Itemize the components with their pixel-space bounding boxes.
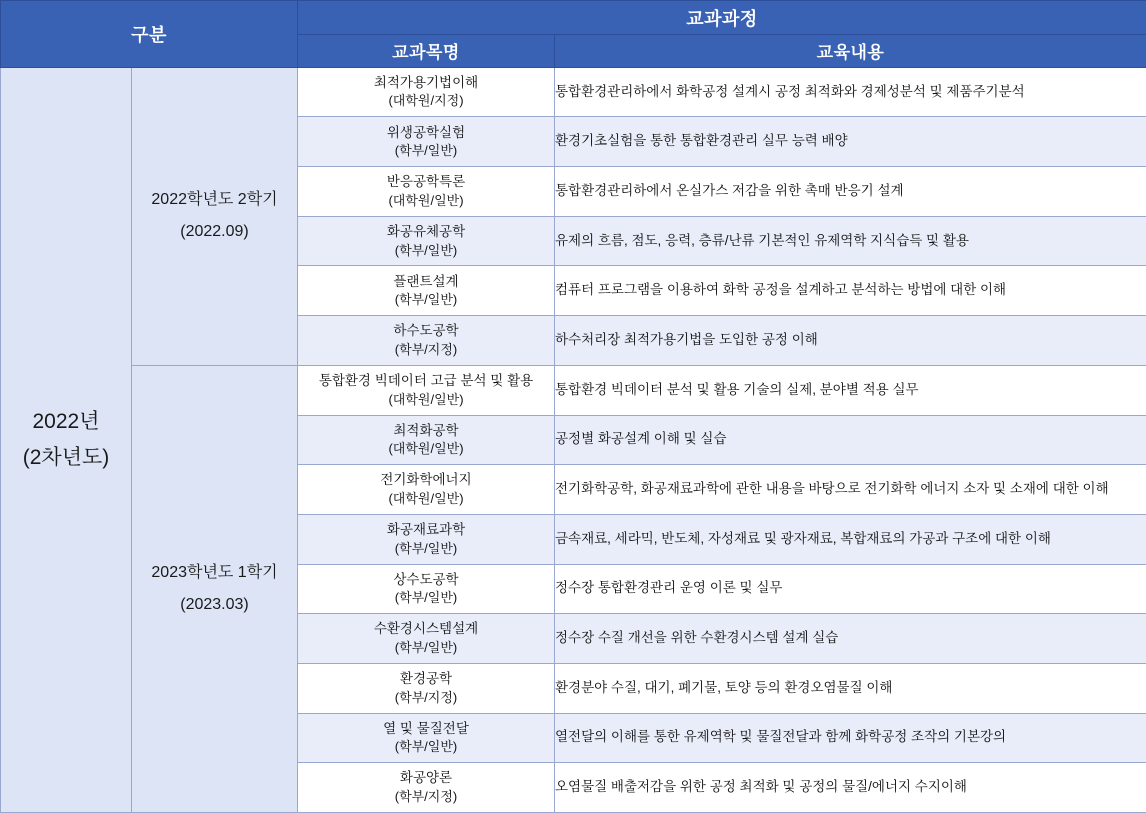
course-type: (학부/일반)	[394, 540, 458, 556]
course-title: 화공재료과학	[386, 521, 466, 537]
course-title: 통합환경 빅데이터 고급 분석 및 활용	[318, 372, 534, 388]
course-name-cell	[298, 465, 555, 515]
course-title: 전기화학에너지	[380, 472, 472, 488]
course-name-cell	[298, 713, 555, 763]
course-name-cell	[298, 514, 555, 564]
course-type: (학부/일반)	[394, 242, 458, 258]
year-sublabel: (2차년도)	[22, 445, 110, 469]
course-type: (학부/일반)	[394, 739, 458, 755]
course-title: 최적가용기법이해	[373, 74, 479, 90]
course-name-cell	[298, 316, 555, 366]
course-type: (대학원/일반)	[388, 192, 464, 208]
course-name-cell	[298, 167, 555, 217]
course-name-cell	[298, 415, 555, 465]
course-content-cell: 정수장 통합환경관리 운영 이론 및 실무	[555, 564, 1146, 614]
semester-label: 2022학년도 2학기	[151, 191, 278, 209]
header-curriculum: 교과과정	[298, 1, 1146, 35]
course-type: (학부/일반)	[394, 292, 458, 308]
semester-cell	[132, 365, 298, 812]
course-content-cell: 환경기초실험을 통한 통합환경관리 실무 능력 배양	[555, 117, 1146, 167]
course-type: (학부/일반)	[394, 590, 458, 606]
course-type: (대학원/일반)	[388, 441, 464, 457]
course-title: 플랜트설계	[393, 273, 459, 289]
header-division: 구분	[1, 1, 298, 68]
course-content-cell: 정수장 수질 개선을 위한 수환경시스템 설계 실습	[555, 614, 1146, 664]
course-content-cell: 통합환경관리하에서 온실가스 저감을 위한 촉매 반응기 설계	[555, 167, 1146, 217]
course-type: (학부/일반)	[394, 143, 458, 159]
year-cell	[1, 67, 132, 812]
course-title: 열 및 물질전달	[383, 720, 469, 736]
header-course-name: 교과목명	[298, 35, 555, 68]
course-name-cell	[298, 117, 555, 167]
course-type: (대학원/지정)	[388, 93, 464, 109]
course-name-cell	[298, 564, 555, 614]
course-type: (대학원/일반)	[388, 391, 464, 407]
course-title: 하수도공학	[393, 323, 459, 339]
course-content-cell: 컴퓨터 프로그램을 이용하여 화학 공정을 설계하고 분석하는 방법에 대한 이해	[555, 266, 1146, 316]
course-title: 화공유체공학	[386, 223, 466, 239]
header-course-content: 교육내용	[555, 35, 1146, 68]
course-content-cell: 통합환경 빅데이터 분석 및 활용 기술의 실제, 분야별 적용 실무	[555, 365, 1146, 415]
course-type: (대학원/일반)	[388, 490, 464, 506]
semester-cell	[132, 67, 298, 365]
semester-label: 2023학년도 1학기	[151, 563, 278, 581]
course-title: 반응공학특론	[386, 174, 466, 190]
semester-date: (2022.09)	[180, 223, 249, 241]
course-type: (학부/지정)	[394, 788, 458, 804]
course-title: 화공양론	[399, 770, 453, 786]
course-name-cell	[298, 663, 555, 713]
course-name-cell	[298, 614, 555, 664]
course-title: 환경공학	[399, 670, 453, 686]
course-title: 위생공학실험	[386, 124, 466, 140]
year-label: 2022년	[32, 410, 100, 434]
course-type: (학부/지정)	[394, 341, 458, 357]
course-title: 수환경시스템설계	[373, 621, 479, 637]
course-type: (학부/지정)	[394, 689, 458, 705]
course-content-cell: 전기화학공학, 화공재료과학에 관한 내용을 바탕으로 전기화학 에너지 소자 및 소재에 대한 이해	[555, 465, 1146, 515]
table-header-row-1	[1, 1, 1146, 35]
course-name-cell	[298, 763, 555, 813]
course-name-cell	[298, 365, 555, 415]
course-content-cell: 오염물질 배출저감을 위한 공정 최적화 및 공정의 물질/에너지 수지이해	[555, 763, 1146, 813]
course-content-cell: 환경분야 수질, 대기, 폐기물, 토양 등의 환경오염물질 이해	[555, 663, 1146, 713]
course-content-cell: 통합환경관리하에서 화학공정 설계시 공정 최적화와 경제성분석 및 제품주기분석	[555, 67, 1146, 117]
course-name-cell	[298, 266, 555, 316]
course-title: 상수도공학	[393, 571, 459, 587]
course-type: (학부/일반)	[394, 639, 458, 655]
course-content-cell: 열전달의 이해를 통한 유제역학 및 물질전달과 함께 화학공정 조작의 기본강의	[555, 713, 1146, 763]
course-content-cell: 금속재료, 세라믹, 반도체, 자성재료 및 광자재료, 복합재료의 가공과 구조에 대한 이해	[555, 514, 1146, 564]
course-content-cell: 공정별 화공설계 이해 및 실습	[555, 415, 1146, 465]
course-name-cell	[298, 67, 555, 117]
course-title: 최적화공학	[393, 422, 459, 438]
table-row	[1, 365, 1146, 415]
course-content-cell: 하수처리장 최적가용기법을 도입한 공정 이해	[555, 316, 1146, 366]
table-row	[1, 67, 1146, 117]
course-content-cell: 유제의 흐름, 점도, 응력, 층류/난류 기본적인 유제역학 지식습득 및 활용	[555, 216, 1146, 266]
semester-date: (2023.03)	[180, 595, 249, 613]
course-name-cell	[298, 216, 555, 266]
